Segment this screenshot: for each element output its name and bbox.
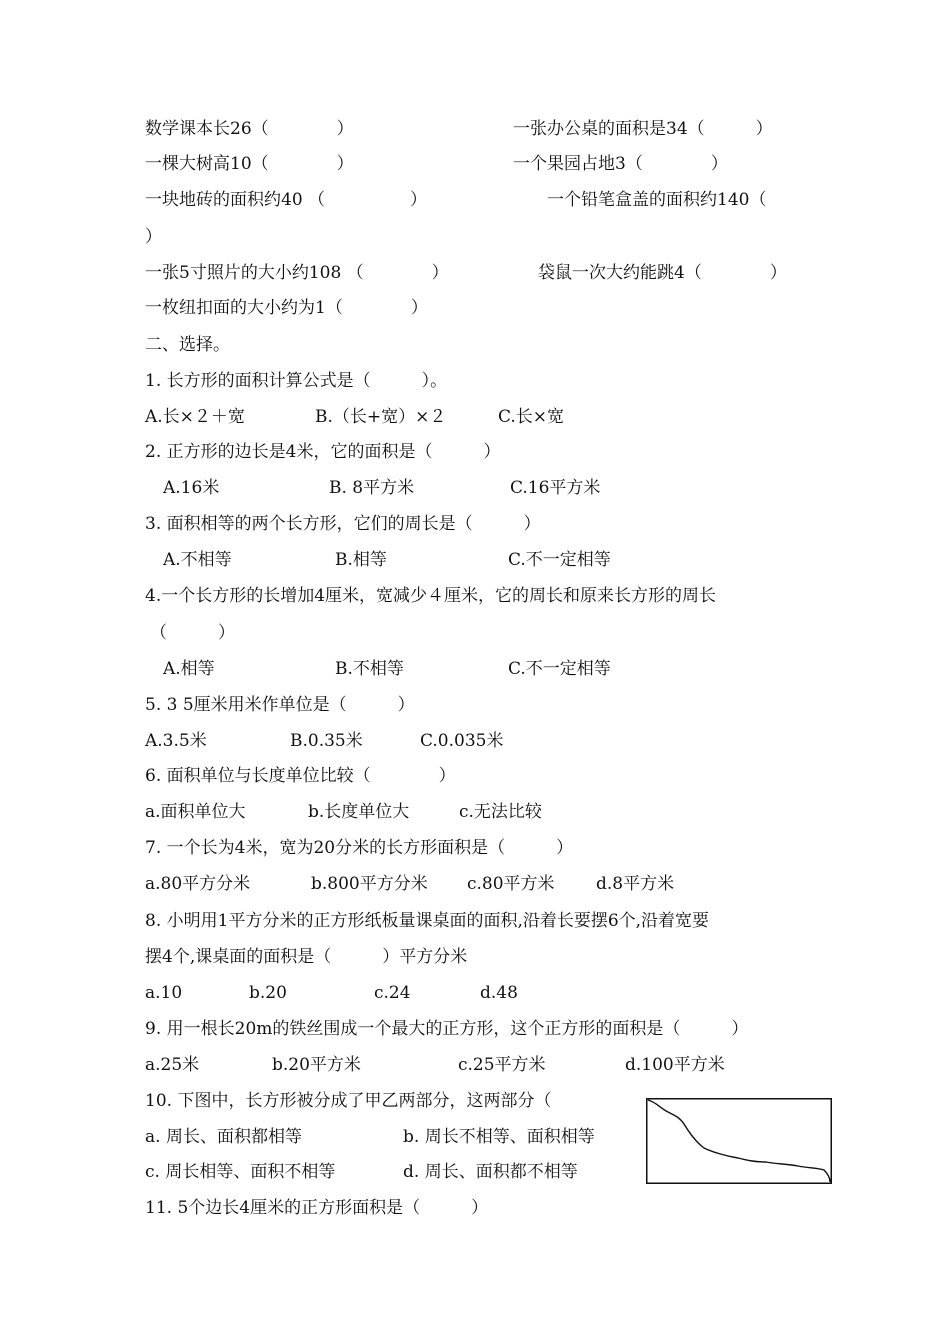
question-7-option-b: b.800平方分米 (311, 874, 428, 894)
question-8-option-c: c.24 (374, 983, 411, 1003)
question-1-option-c: C.长×宽 (498, 407, 565, 427)
question-10-stem: 10. 下图中，长方形被分成了甲乙两部分，这两部分（ (145, 1091, 552, 1111)
question-2-stem: 2. 正方形的边长是4米，它的面积是（ ） (145, 442, 501, 462)
rectangle-outline (647, 1099, 832, 1184)
question-7-stem: 7. 一个长为4米，宽为20分米的长方形面积是（ ） (145, 838, 574, 858)
question-1-stem: 1. 长方形的面积计算公式是（ ）。 (145, 371, 448, 391)
question-8-option-d: d.48 (480, 983, 518, 1003)
question-6-option-c: c.无法比较 (459, 802, 542, 822)
question-4-stem-cont: （ ） (150, 623, 235, 643)
rectangle-divided-figure (646, 1098, 832, 1184)
question-8-option-a: a.10 (145, 983, 183, 1003)
question-1-option-b: B.（长+宽）×２ (315, 407, 447, 427)
question-10-option-d: d. 周长、面积都不相等 (403, 1162, 578, 1182)
question-9-option-b: b.20平方米 (272, 1055, 361, 1075)
fill-item-textbook-length: 数学课本长26（ ） (145, 119, 354, 139)
question-4-option-c: C.不一定相等 (508, 659, 611, 679)
question-9-option-d: d.100平方米 (625, 1055, 725, 1075)
question-4-option-a: A.相等 (163, 659, 215, 679)
question-7-option-c: c.80平方米 (467, 874, 555, 894)
question-10-option-a: a. 周长、面积都相等 (145, 1127, 302, 1147)
question-4-option-b: B.不相等 (335, 659, 404, 679)
question-9-option-a: a.25米 (145, 1055, 200, 1075)
question-10-option-c: c. 周长相等、面积不相等 (145, 1162, 336, 1182)
question-2-option-c: C.16平方米 (510, 478, 601, 498)
question-5-option-a: A.3.5米 (145, 731, 207, 751)
question-8-stem-cont: 摆4个,课桌面的面积是（ ）平方分米 (145, 947, 468, 967)
question-3-option-c: C.不一定相等 (508, 550, 611, 570)
fill-item-button-size: 一枚纽扣面的大小约为1（ ） (145, 298, 428, 318)
section-title-choice: 二、选择。 (145, 335, 230, 355)
fill-item-pencilbox-area-cont: ） (145, 227, 162, 247)
question-2-option-a: A.16米 (163, 478, 220, 498)
question-6-stem: 6. 面积单位与长度单位比较（ ） (145, 766, 456, 786)
question-5-option-c: C.0.035米 (420, 731, 504, 751)
question-1-option-a: A.长×２＋宽 (145, 407, 245, 427)
question-9-stem: 9. 用一根长20m的铁丝围成一个最大的正方形，这个正方形的面积是（ ） (145, 1019, 749, 1039)
fill-item-kangaroo-jump: 袋鼠一次大约能跳4（ ） (538, 263, 787, 283)
question-11-stem: 11. 5个边长4厘米的正方形面积是（ ） (145, 1198, 489, 1218)
question-3-stem: 3. 面积相等的两个长方形，它们的周长是（ ） (145, 514, 541, 534)
question-5-stem: 5. 3 5厘米用米作单位是（ ） (145, 695, 415, 715)
question-5-option-b: B.0.35米 (290, 731, 363, 751)
question-6-option-a: a.面积单位大 (145, 802, 246, 822)
fill-item-photo-size: 一张5寸照片的大小约108 （ ） (145, 263, 449, 283)
question-10-option-b: b. 周长不相等、面积相等 (403, 1127, 595, 1147)
dividing-curve (648, 1100, 830, 1182)
question-8-option-b: b.20 (249, 983, 287, 1003)
fill-item-tile-area: 一块地砖的面积约40 （ ） (145, 190, 428, 210)
question-2-option-b: B. 8平方米 (329, 478, 415, 498)
question-3-option-a: A.不相等 (163, 550, 232, 570)
fill-item-orchard-area: 一个果园占地3（ ） (513, 154, 728, 174)
question-7-option-d: d.8平方米 (596, 874, 675, 894)
question-9-option-c: c.25平方米 (458, 1055, 546, 1075)
question-8-stem: 8. 小明用1平方分米的正方形纸板量课桌面的面积,沿着长要摆6个,沿着宽要 (145, 911, 710, 931)
fill-item-pencilbox-area: 一个铅笔盒盖的面积约140（ (547, 190, 767, 210)
fill-item-tree-height: 一棵大树高10（ ） (145, 154, 354, 174)
question-6-option-b: b.长度单位大 (308, 802, 410, 822)
fill-item-desk-area: 一张办公桌的面积是34（ ） (513, 119, 773, 139)
question-4-stem: 4.一个长方形的长增加4厘米，宽减少４厘米，它的周长和原来长方形的周长 (145, 586, 717, 606)
question-7-option-a: a.80平方分米 (145, 874, 251, 894)
question-3-option-b: B.相等 (335, 550, 387, 570)
